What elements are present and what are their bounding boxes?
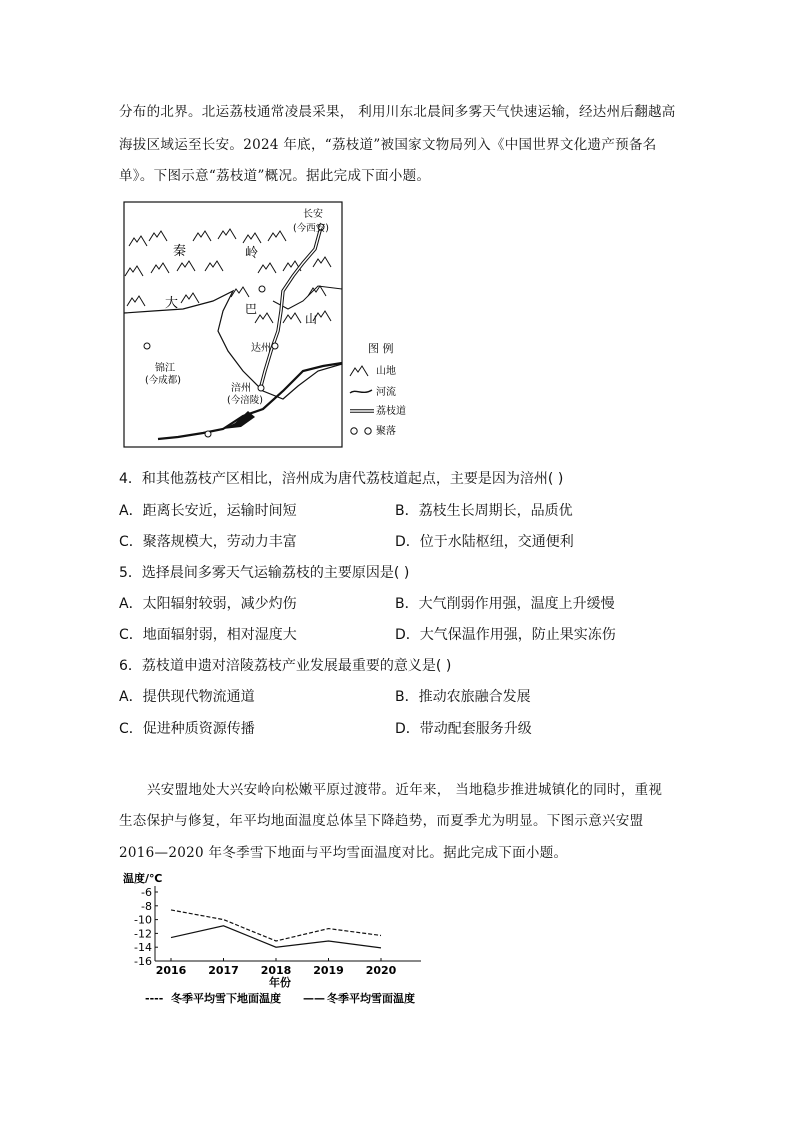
question-5-option-c[interactable]: C．地面辐射弱，相对湿度大: [119, 627, 297, 643]
label-fuzhou: 涪州: [231, 383, 251, 394]
question-6-option-c[interactable]: C．促进种质资源传播: [119, 721, 255, 737]
y-tick-label: -14: [134, 941, 152, 955]
legend-mountain-icon: [350, 366, 368, 376]
label-ling: 岭: [245, 246, 259, 261]
settlement-fuzhou: [258, 385, 264, 391]
settlement-b: [205, 431, 211, 437]
question-4-option-c[interactable]: C．聚落规模大，劳动力丰富: [119, 534, 297, 550]
settlement-dazhou: [272, 343, 278, 349]
x-tick-label: 2018: [260, 964, 292, 977]
legend-road: 荔枝道: [376, 406, 406, 417]
legend-river-icon: [350, 390, 372, 393]
legend-river: 河流: [376, 387, 396, 398]
question-5-option-b[interactable]: B．大气削弱作用强，温度上升缓慢: [395, 596, 615, 612]
legend-dashed-mark: ----: [145, 992, 164, 1005]
label-jinjiang: 锦江: [155, 363, 175, 374]
chart-xlabel: 年份: [269, 976, 291, 989]
legend-solid-mark: ——: [303, 992, 325, 1005]
x-tick-label: 2020: [365, 964, 397, 977]
chart-series: [171, 910, 381, 948]
settlement-jinjiang: [144, 343, 150, 349]
label-jinjiang-sub: (今成都): [145, 375, 181, 386]
chart-axes: [155, 886, 421, 961]
legend-settlement: 聚落: [376, 426, 396, 437]
x-tick-label: 2017: [208, 964, 239, 977]
passage-2-line-1: 兴安盟地处大兴安岭向松嫩平原过渡带。近年来， 当地稳步推进城镇化的同时，重视: [147, 782, 663, 798]
legend-series-2: 冬季平均雪面温度: [327, 992, 415, 1005]
passage-1-line-2: 海拔区域运至长安。2024 年底，“荔枝道”被国家文物局列入《中国世界文化遗产预备名: [119, 137, 657, 153]
chart-ylabel: 温度/℃: [123, 872, 163, 885]
y-tick-label: -8: [141, 899, 152, 913]
label-changan-sub: (今西安): [293, 223, 329, 234]
temperature-line-chart: [119, 868, 439, 1008]
legend-settlement-icon-2: [365, 428, 371, 434]
legend-mountain: 山地: [376, 366, 396, 377]
y-tick-label: -6: [141, 886, 152, 899]
x-tick-label: 2019: [313, 964, 344, 977]
label-changan: 长安: [303, 209, 323, 220]
label-shan: 山: [305, 312, 318, 326]
passage-1-line-1: 分布的北界。北运荔枝通常凌晨采果， 利用川东北晨间多雾天气快速运输，经达州后翻越高: [119, 104, 676, 120]
question-4-option-d[interactable]: D．位于水陆枢纽，交通便利: [395, 534, 574, 550]
question-6-stem: 6．荔枝道申遗对涪陵荔枝产业发展最重要的意义是( ): [119, 658, 452, 674]
question-6-option-a[interactable]: A．提供现代物流通道: [119, 689, 255, 705]
y-tick-label: -16: [134, 955, 152, 968]
question-5-stem: 5．选择晨间多雾天气运输荔枝的主要原因是( ): [119, 565, 410, 581]
passage-1-line-3: 单》。下图示意“荔枝道”概况。据此完成下面小题。: [119, 168, 431, 184]
label-da: 大: [165, 296, 179, 311]
label-qin: 秦: [173, 244, 187, 259]
map-legend: [348, 338, 438, 442]
question-4-option-b[interactable]: B．荔枝生长周期长，品质优: [395, 503, 573, 519]
label-fuzhou-sub: (今涪陵): [227, 395, 263, 406]
label-dazhou: 达州: [251, 343, 271, 354]
question-4-option-a[interactable]: A．距离长安近，运输时间短: [119, 503, 297, 519]
x-tick-label: 2016: [155, 964, 187, 977]
y-tick-label: -10: [134, 913, 152, 927]
question-6-option-d[interactable]: D．带动配套服务升级: [395, 721, 532, 737]
y-tick-label: -12: [134, 927, 152, 941]
legend-title: 图 例: [368, 342, 394, 355]
passage-2-line-2: 生态保护与修复，年平均地面温度总体呈下降趋势，而夏季尤为明显。下图示意兴安盟: [119, 813, 644, 829]
series-line-2: [171, 926, 381, 948]
question-6-option-b[interactable]: B．推动农旅融合发展: [395, 689, 531, 705]
settlement-a: [259, 286, 265, 292]
passage-2-line-3: 2016—2020 年冬季雪下地面与平均雪面温度对比。据此完成下面小题。: [119, 845, 568, 861]
series-line-1: [171, 910, 381, 941]
question-5-option-a[interactable]: A．太阳辐射较弱，减少灼伤: [119, 596, 297, 612]
lizhi-road-map: [123, 201, 343, 449]
legend-settlement-icon-1: [351, 428, 357, 434]
label-ba: 巴: [245, 302, 258, 316]
legend-series-1: 冬季平均雪下地面温度: [171, 992, 281, 1005]
question-4-stem: 4．和其他荔枝产区相比，涪州成为唐代荔枝道起点，主要是因为涪州( ): [119, 471, 564, 487]
chart-yticks: [134, 886, 158, 968]
question-5-option-d[interactable]: D．大气保温作用强，防止果实冻伤: [395, 627, 616, 643]
chart-legend: [145, 991, 415, 1005]
